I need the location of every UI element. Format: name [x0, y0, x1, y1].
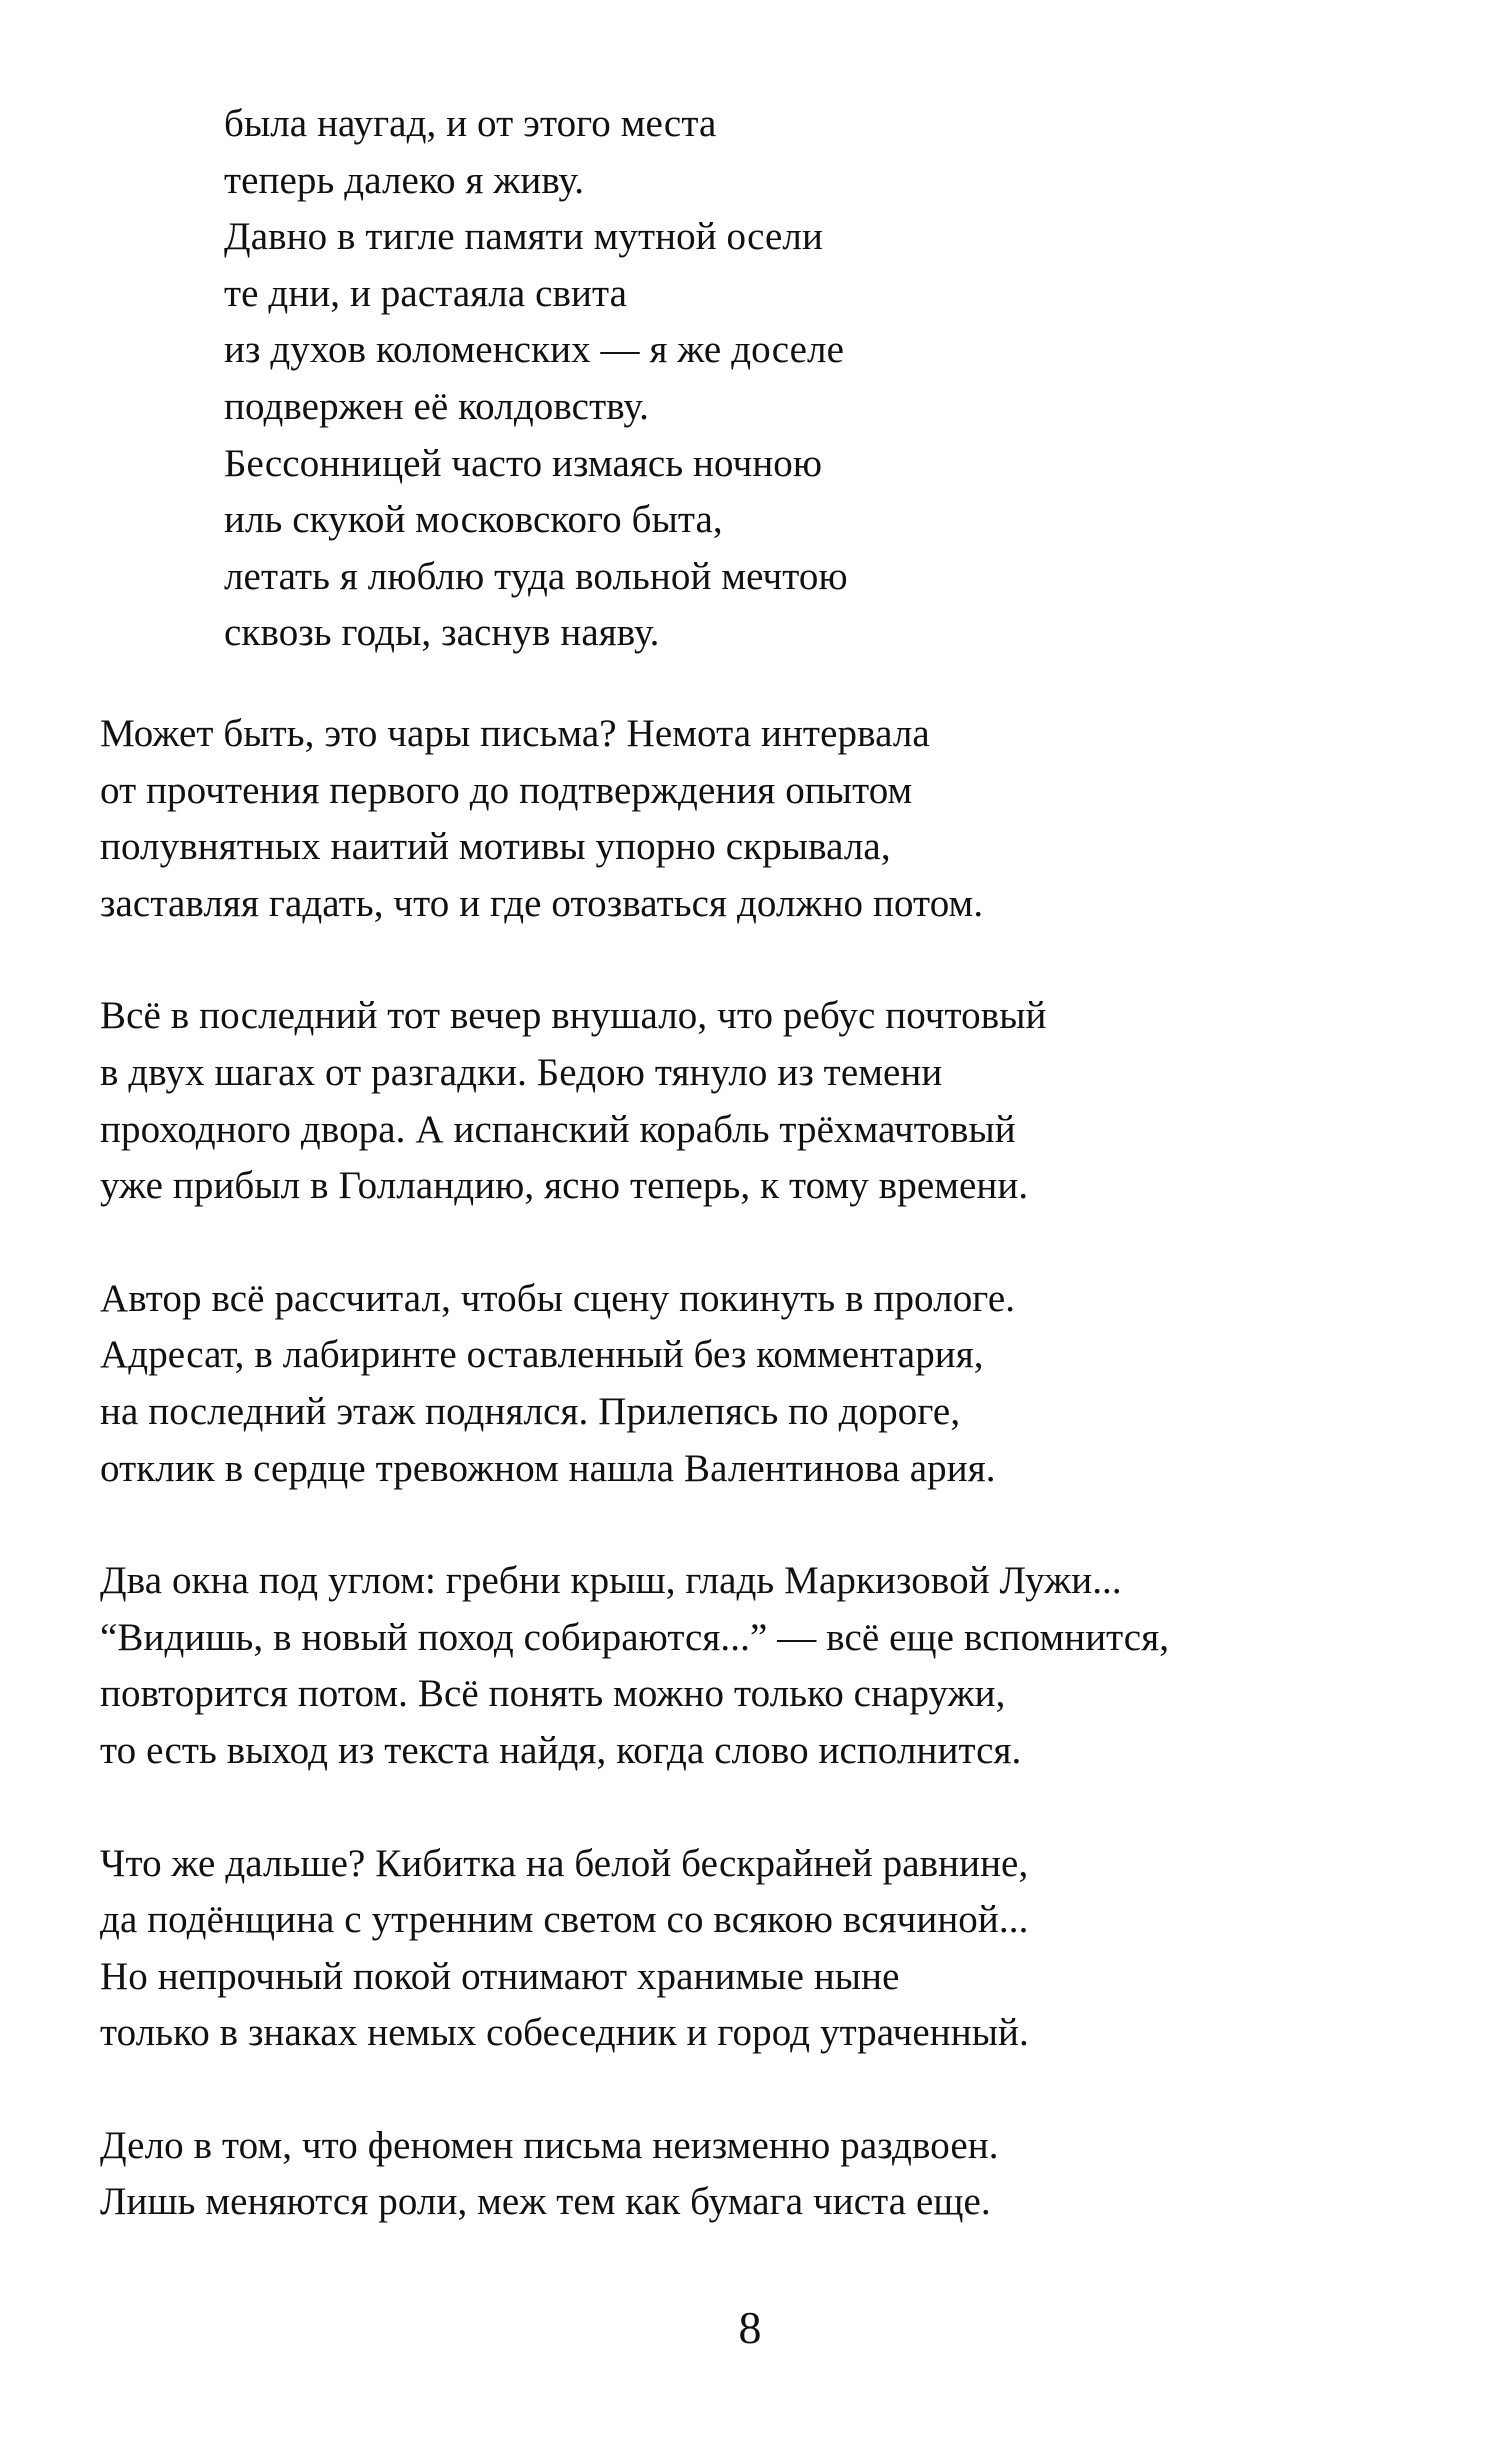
stanza	[100, 1836, 1169, 2062]
poem-line: уже прибыл в Голландию, ясно теперь, к тому времени.	[100, 1164, 1029, 1208]
poem-line: только в знаках немых собеседник и город утраченный.	[100, 2011, 1029, 2055]
page-number: 8	[738, 2302, 762, 2353]
poem-line: сквозь годы, заснув наяву.	[224, 611, 660, 655]
poem-line: Может быть, это чары письма? Немота интервала	[100, 712, 930, 755]
poem-line: Но непрочный покой отнимают хранимые ныне	[100, 1954, 900, 1998]
stanza	[100, 1553, 1169, 1779]
poem-line: летать я люблю туда вольной мечтою	[224, 554, 848, 598]
poem-line: Бессонницей часто измаясь ночною	[224, 441, 823, 485]
poem-line: подвержен её колдовству.	[224, 384, 649, 428]
poem-line: Что же дальше? Кибитка на белой бескрайней равнине,	[100, 1841, 1029, 1885]
poem-line: да подёнщина с утренним светом со всякою всячиной...	[100, 1898, 1029, 1942]
poem-line: Адресат, в лабиринте оставленный без комментария,	[100, 1333, 984, 1377]
poem-line: Автор всё рассчитал, чтобы сцену покинуть в прологе.	[100, 1276, 1016, 1320]
poem-line: те дни, и растаяла свита	[224, 271, 628, 315]
stanza	[100, 1271, 1169, 1497]
poem-line: отклик в сердце тревожном нашла Валентинова ария.	[100, 1446, 996, 1490]
poem-line: на последний этаж поднялся. Прилепясь по дороге,	[100, 1389, 961, 1433]
poem-body	[100, 706, 1169, 2231]
poem-line: проходного двора. А испанский корабль трёхмачтовый	[100, 1107, 1016, 1151]
poem-line: из духов коломенских — я же доселе	[224, 328, 844, 372]
indented-stanza	[224, 96, 848, 662]
poem-line: “Видишь, в новый поход собираются...” — всё еще вспомнится,	[100, 1615, 1170, 1659]
poem-line: Всё в последний тот вечер внушало, что ребус почтовый	[100, 994, 1047, 1038]
poem-line: теперь далеко я живу.	[224, 158, 585, 202]
poem-line: Лишь меняются роли, меж тем как бумага чиста еще.	[100, 2180, 991, 2224]
poem-line: в двух шагах от разгадки. Бедою тянуло из темени	[100, 1050, 943, 1094]
stanza	[100, 706, 1169, 932]
stanza	[100, 2118, 1169, 2231]
poem-line: повторится потом. Всё понять можно только снаружи,	[100, 1672, 1006, 1716]
poem-line: от прочтения первого до подтверждения опытом	[100, 768, 913, 812]
poem-line: была наугад, и от этого места	[224, 102, 717, 145]
stanza	[100, 988, 1169, 1214]
poem-line: иль скукой московского быта,	[224, 498, 723, 542]
poem-line: заставляя гадать, что и где отозваться должно потом.	[100, 881, 984, 925]
poem-line: полувнятных наитий мотивы упорно скрывала,	[100, 825, 891, 869]
poem-line: Два окна под углом: гребни крыш, гладь Маркизовой Лужи...	[100, 1559, 1122, 1603]
poem-line: Давно в тигле памяти мутной осели	[224, 215, 823, 259]
poem-line: то есть выход из текста найдя, когда слово исполнится.	[100, 1728, 1022, 1772]
poem-line: Дело в том, что феномен письма неизменно раздвоен.	[100, 2123, 999, 2167]
